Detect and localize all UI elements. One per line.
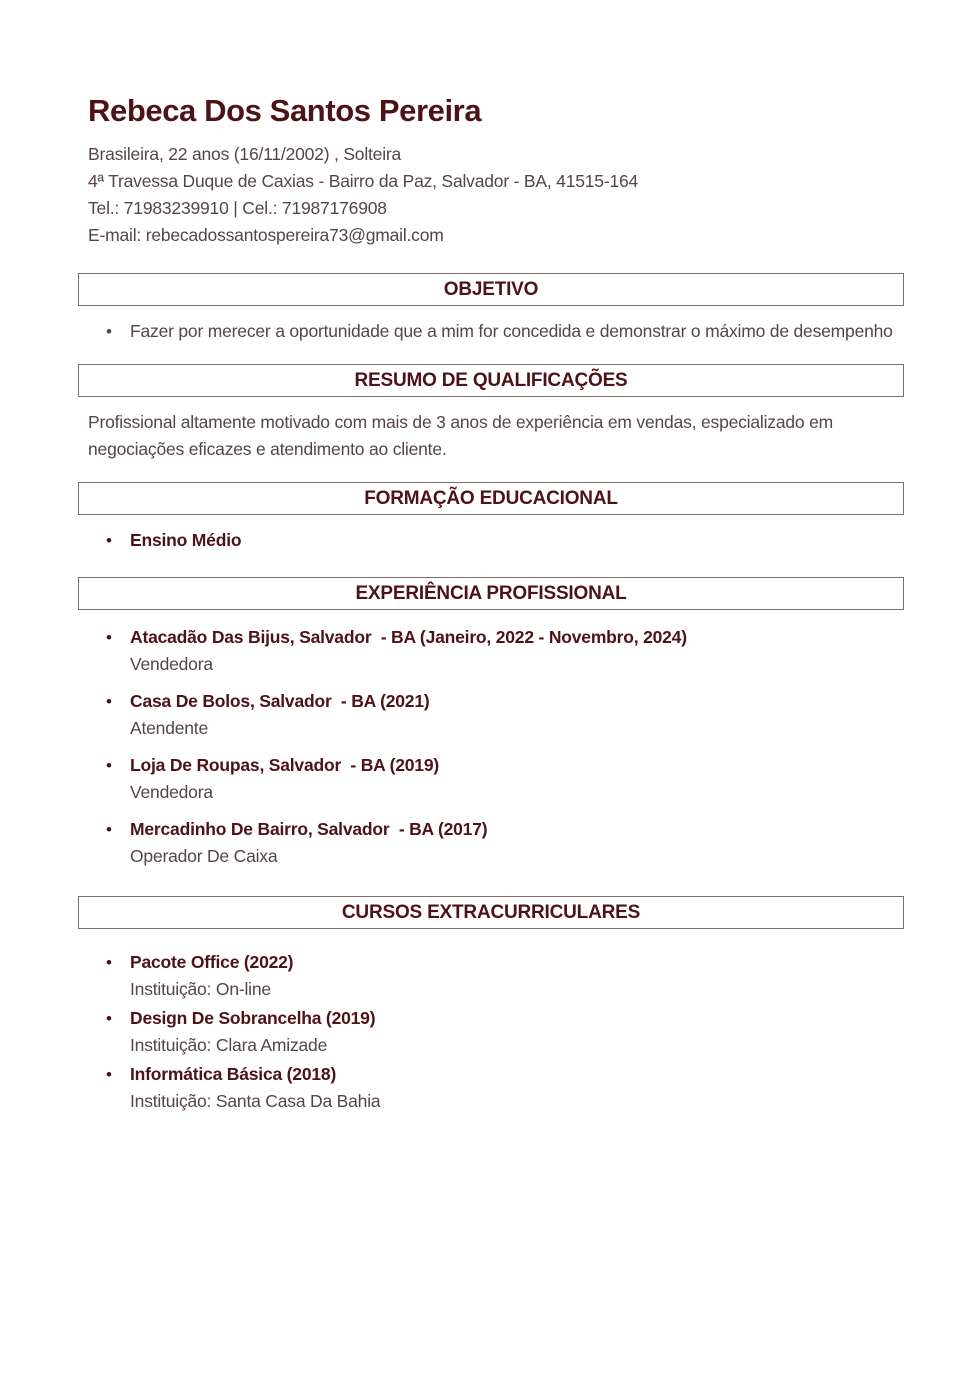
section-title: RESUMO DE QUALIFICAÇÕES <box>354 369 628 391</box>
bullet-icon: • <box>106 756 112 775</box>
bullet-item <box>88 1005 904 1059</box>
section-header-box <box>78 577 904 610</box>
sections <box>88 273 904 1115</box>
resume-section <box>88 482 904 554</box>
resume-section <box>88 577 904 870</box>
bullet-item <box>88 752 904 806</box>
section-title: EXPERIÊNCIA PROFISSIONAL <box>355 582 627 604</box>
resume-section <box>88 364 904 463</box>
item-title: Design De Sobrancelha (2019) <box>130 1008 376 1028</box>
item-list <box>88 527 904 554</box>
bullet-item <box>88 318 904 345</box>
bullet-icon: • <box>106 1009 112 1028</box>
item-body <box>130 949 904 1003</box>
item-subtitle: Instituição: On-line <box>130 979 271 999</box>
person-name: Rebeca Dos Santos Pereira <box>88 93 482 128</box>
item-subtitle: Instituição: Clara Amizade <box>130 1035 328 1055</box>
bullet-icon: • <box>106 322 112 341</box>
section-header-box <box>78 273 904 306</box>
contact-line: Tel.: 71983239910 | Cel.: 71987176908 <box>88 198 387 218</box>
item-body <box>130 624 904 678</box>
bullet-item <box>88 624 904 678</box>
item-title: Ensino Médio <box>130 530 242 550</box>
item-title: Atacadão Das Bijus, Salvador - BA (Janeiro, 2022 - Novembro, 2024) <box>130 627 687 647</box>
item-body <box>130 688 904 742</box>
section-header-box <box>78 896 904 929</box>
item-title: Mercadinho De Bairro, Salvador - BA (2017) <box>130 819 488 839</box>
bullet-item <box>88 816 904 870</box>
item-subtitle: Vendedora <box>130 654 213 674</box>
bullet-item <box>88 527 904 554</box>
item-subtitle: Vendedora <box>130 782 213 802</box>
contact-info <box>88 141 904 249</box>
bullet-icon: • <box>106 628 112 647</box>
section-header-box <box>78 482 904 515</box>
item-title: Fazer por merecer a oportunidade que a mim for concedida e demonstrar o máximo de desempenho <box>130 321 893 341</box>
item-body <box>130 816 904 870</box>
item-list <box>88 624 904 870</box>
section-paragraph: Profissional altamente motivado com mais de 3 anos de experiência em vendas, especializado em negociações eficazes e atendimento ao cliente. <box>88 412 838 459</box>
bullet-item <box>88 1061 904 1115</box>
contact-line: E-mail: rebecadossantospereira73@gmail.com <box>88 225 444 245</box>
bullet-icon: • <box>106 1065 112 1084</box>
section-header-box <box>78 364 904 397</box>
item-title: Casa De Bolos, Salvador - BA (2021) <box>130 691 430 711</box>
item-subtitle: Instituição: Santa Casa Da Bahia <box>130 1091 381 1111</box>
bullet-icon: • <box>106 953 112 972</box>
bullet-item <box>88 949 904 1003</box>
item-title: Loja De Roupas, Salvador - BA (2019) <box>130 755 439 775</box>
item-body <box>130 527 904 554</box>
item-title: Informática Básica (2018) <box>130 1064 337 1084</box>
item-body <box>130 1061 904 1115</box>
section-title: OBJETIVO <box>443 278 539 300</box>
contact-line: 4ª Travessa Duque de Caxias - Bairro da Paz, Salvador - BA, 41515-164 <box>88 171 639 191</box>
item-list <box>88 318 904 345</box>
item-list <box>88 949 904 1115</box>
section-title: FORMAÇÃO EDUCACIONAL <box>364 487 618 509</box>
bullet-icon: • <box>106 692 112 711</box>
bullet-icon: • <box>106 531 112 550</box>
resume-section <box>88 273 904 345</box>
item-body <box>130 318 904 345</box>
bullet-icon: • <box>106 820 112 839</box>
item-subtitle: Atendente <box>130 718 208 738</box>
item-body <box>130 752 904 806</box>
item-body <box>130 1005 904 1059</box>
item-title: Pacote Office (2022) <box>130 952 294 972</box>
bullet-item <box>88 688 904 742</box>
section-title: CURSOS EXTRACURRICULARES <box>341 901 641 923</box>
contact-line: Brasileira, 22 anos (16/11/2002) , Solteira <box>88 144 402 164</box>
item-subtitle: Operador De Caixa <box>130 846 278 866</box>
resume-section <box>88 896 904 1115</box>
